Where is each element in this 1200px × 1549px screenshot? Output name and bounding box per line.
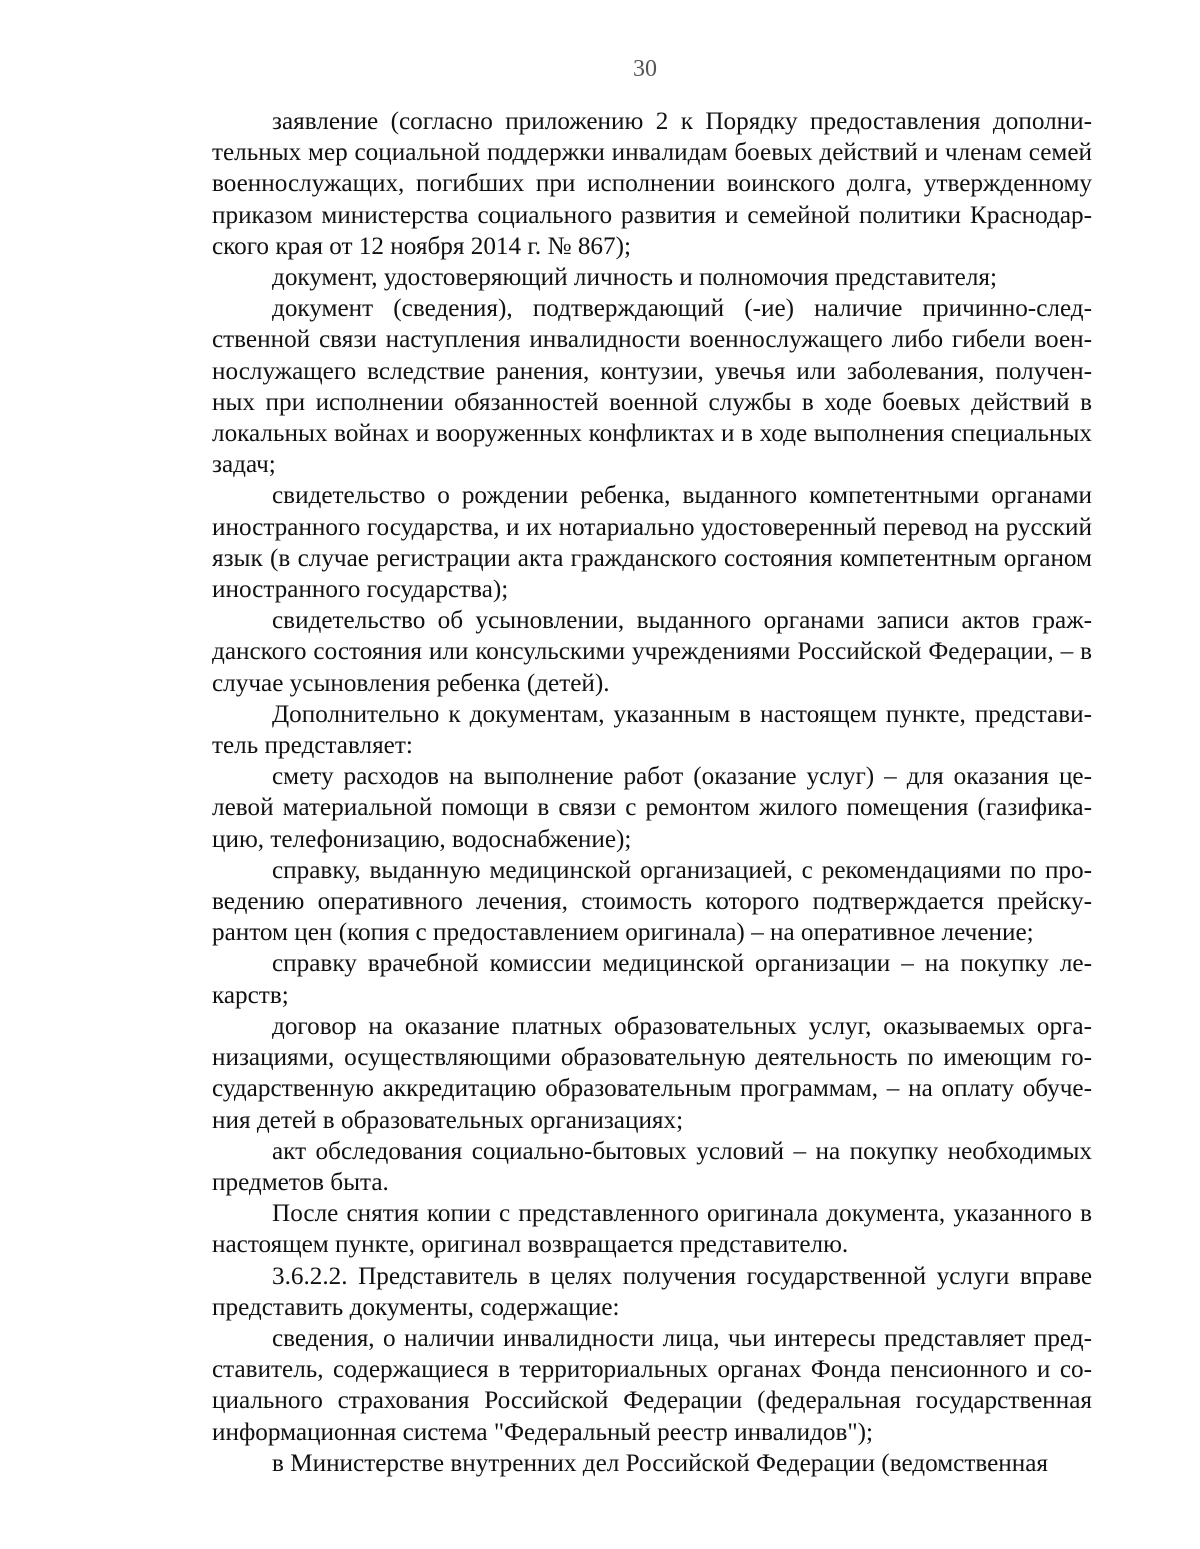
paragraph-education-contract: договор на оказание платных образовательных услуг, оказываемых организациями, осуществляющими образовательную деятельность по имеющим государственную аккредитацию образовательным программам, – на оплату обучения детей в образовательных организациях; — [212, 1012, 1092, 1134]
paragraph-adoption-certificate: свидетельство об усыновлении, выданного органами записи актов гражданского состояния или консульскими учреждениями Российской Федерации, – в случае усыновления ребенка (детей). — [212, 607, 1092, 697]
paragraph-living-conditions: акт обследования социально-бытовых условий – на покупку необходимых предметов быта. — [212, 1137, 1092, 1196]
paragraph-causal-link-document: документ (сведения), подтверждающий (-ие) наличие причинно-следственной связи наступления инвалидности военнослужащего либо гибели военнослужащего вследствие ранения, контузии, увечья или заболевания, полученных при исполнении обязанностей военной службы в ходе боевых действий в локальных войнах и вооруженных конфликтах и в ходе выполнения специальных задач; — [212, 295, 1092, 479]
paragraph-medical-commission: справку врачебной комиссии медицинской организации – на покупку лекарств; — [212, 950, 1092, 1009]
page-number: 30 — [633, 56, 657, 82]
paragraph-original-return: После снятия копии с представленного оригинала документа, указанного в настоящем пункте, оригинал возвращается представителю. — [212, 1200, 1092, 1259]
paragraph-section-3-6-2-2: 3.6.2.2. Представитель в целях получения государственной услуги вправе представить документы, содержащие: — [212, 1262, 1092, 1321]
paragraph-additional-documents: Дополнительно к документам, указанным в настоящем пункте, представитель представляет: — [212, 700, 1092, 760]
paragraph-identity-document: документ, удостоверяющий личность и полномочия представителя; — [272, 264, 998, 292]
paragraph-application: заявление (согласно приложению 2 к Порядку предоставления дополнительных мер социальной поддержки инвалидам боевых действий и членам семей военнослужащих, погибших при исполнении воинского долга, утвержденному приказом министерства социального развития и семейной политики Краснодарского края от 12 ноября 2014 г. № 867); — [212, 108, 1092, 260]
paragraph-medical-certificate: справку, выданную медицинской организацией, с рекомендациями по проведению оперативного лечения, стоимость которого подтверждается прейскурантом цен (копия с предоставлением оригинала) – на оперативное лечение; — [212, 856, 1092, 947]
paragraph-disability-info: сведения, о наличии инвалидности лица, чьи интересы представляет представитель, содержащиеся в территориальных органах Фонда пенсионного и социального страхования Российской Федерации (федеральная государственная информационная система "Федеральный реестр инвалидов"); — [212, 1324, 1092, 1446]
paragraph-cost-estimate: смету расходов на выполнение работ (оказание услуг) – для оказания целевой материальной помощи в связи с ремонтом жилого помещения (газификацию, телефонизацию, водоснабжение); — [212, 763, 1092, 853]
document-body — [212, 106, 1092, 1479]
paragraph-birth-certificate: свидетельство о рождении ребенка, выданного компетентными органами иностранного государства, и их нотариально удостоверенный перевод на русский язык (в случае регистрации акта гражданского состояния компетентным органом иностранного государства); — [212, 482, 1092, 604]
paragraph-interior-ministry: в Министерстве внутренних дел Российской Федерации (ведомственная — [272, 1449, 1048, 1477]
